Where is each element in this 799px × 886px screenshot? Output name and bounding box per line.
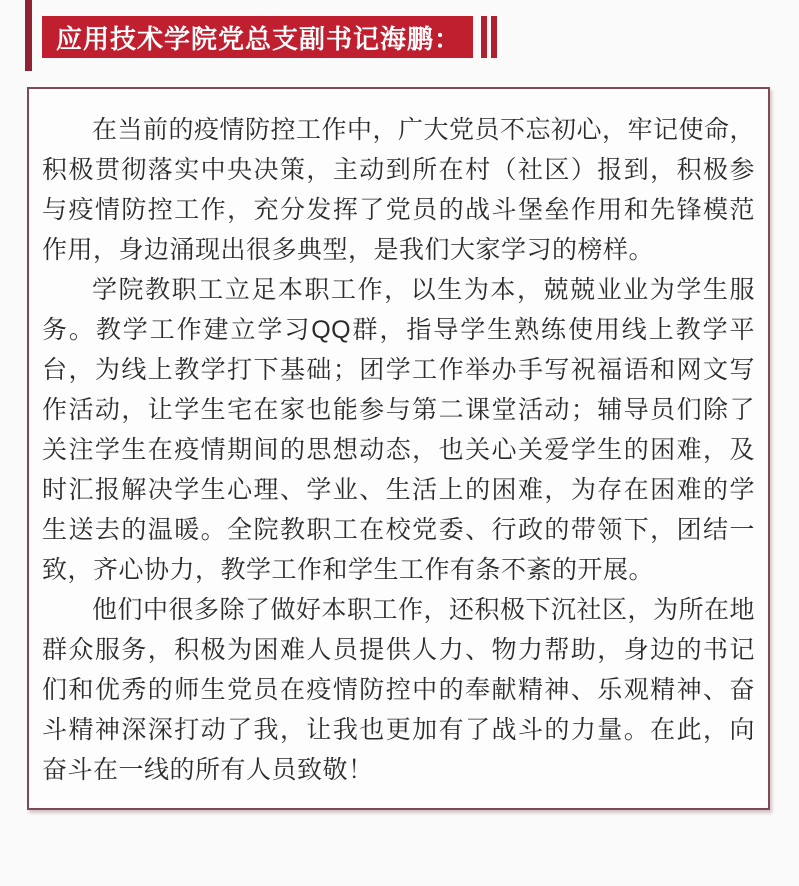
- stripe-bar: [491, 16, 497, 58]
- paragraph-2: 学院教职工立足本职工作，以生为本，兢兢业业为学生服务。教学工作建立学习QQ群，指导学生熟练使用线上教学平台，为线上教学打下基础；团学工作举办手写祝福语和网文写作活动，让学生宅在家也能参与第二课堂活动；辅导员们除了关注学生在疫情期间的思想动态，也关心关爱学生的困难，及时汇报解决学生心理、学业、生活上的困难，为存在困难的学生送去的温暖。全院教职工在校党委、行政的带领下，团结一致，齐心协力，教学工作和学生工作有条不紊的开展。: [42, 276, 755, 584]
- paragraph-1: 在当前的疫情防控工作中，广大党员不忘初心，牢记使命，积极贯彻落实中央决策，主动到所在村（社区）报到，积极参与疫情防控工作，充分发挥了党员的战斗堡垒作用和先锋模范作用，身边涌现出很多典型，是我们大家学习的榜样。: [42, 116, 756, 264]
- stripe-bar: [481, 16, 487, 58]
- paragraph-3: 他们中很多除了做好本职工作，还积极下沉社区，为所在地群众服务，积极为困难人员提供人力、物力帮助，身边的书记们和优秀的师生党员在疫情防控中的奉献精神、乐观精神、奋斗精神深深打动了我，让我也更加有了战斗的力量。在此，向奋斗在一线的所有人员致敬！: [42, 596, 756, 784]
- quote-text-box: [27, 87, 770, 810]
- page-title: 应用技术学院党总支副书记海鹏：: [56, 23, 462, 54]
- header: [0, 0, 799, 87]
- left-accent-bar: [25, 0, 32, 71]
- page-title-banner: [42, 16, 473, 58]
- title-banner-row: [42, 16, 497, 58]
- double-stripe-decoration: [481, 16, 497, 58]
